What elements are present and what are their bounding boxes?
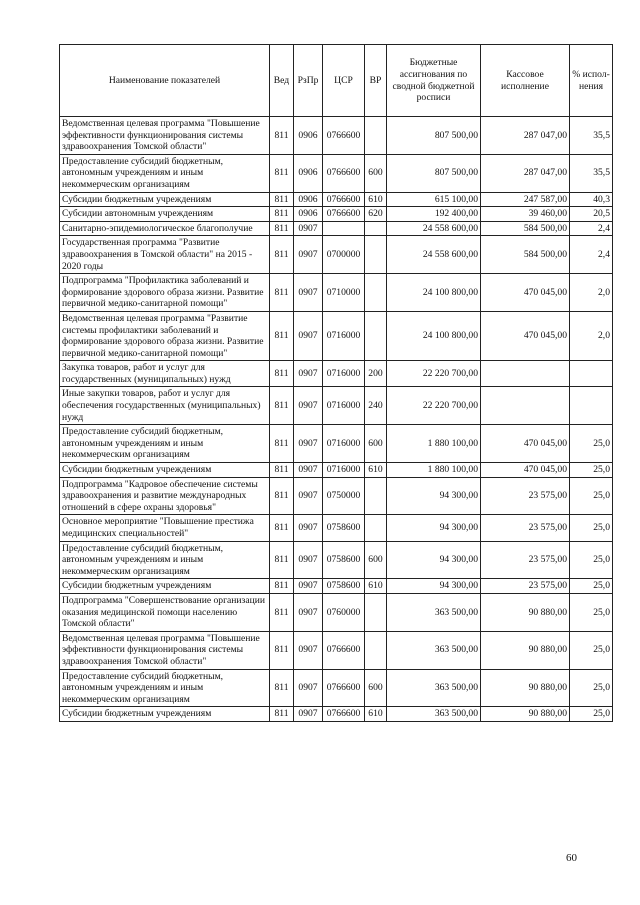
table-header-row	[60, 45, 613, 117]
row-budget-allocations: 94 300,00	[387, 515, 481, 541]
row-cash-execution: 470 045,00	[481, 274, 570, 312]
row-expense-type: 600	[365, 541, 387, 579]
row-execution-percent	[570, 361, 613, 387]
row-cash-execution: 23 575,00	[481, 541, 570, 579]
row-name: Субсидии бюджетным учреждениям	[60, 707, 270, 722]
row-name: Закупка товаров, работ и услуг для государственных (муниципальных) нужд	[60, 361, 270, 387]
row-target-article: 0766600	[323, 669, 365, 707]
row-name: Иные закупки товаров, работ и услуг для обеспечения государственных (муниципальных) нужд	[60, 387, 270, 425]
row-section: 0907	[294, 387, 323, 425]
row-department: 811	[270, 593, 294, 631]
row-cash-execution: 23 575,00	[481, 515, 570, 541]
table-row	[60, 579, 613, 594]
row-execution-percent: 25,0	[570, 477, 613, 515]
row-name: Субсидии бюджетным учреждениям	[60, 579, 270, 594]
row-target-article: 0766600	[323, 154, 365, 192]
row-execution-percent: 40,3	[570, 192, 613, 207]
row-name: Ведомственная целевая программа "Повышение эффективности функционирования системы здравоохранения Томской области"	[60, 631, 270, 669]
row-department: 811	[270, 669, 294, 707]
header-target-article: ЦСР	[323, 45, 365, 117]
row-name: Предоставление субсидий бюджетным, автономным учреждениям и иным некоммерческим организациям	[60, 541, 270, 579]
row-target-article: 0758600	[323, 579, 365, 594]
row-cash-execution: 287 047,00	[481, 154, 570, 192]
table-row	[60, 274, 613, 312]
row-name: Субсидии автономным учреждениям	[60, 207, 270, 222]
row-department: 811	[270, 477, 294, 515]
row-section: 0907	[294, 236, 323, 274]
table-body	[60, 117, 613, 722]
row-budget-allocations: 22 220 700,00	[387, 387, 481, 425]
row-expense-type: 600	[365, 154, 387, 192]
row-department: 811	[270, 361, 294, 387]
row-target-article: 0710000	[323, 274, 365, 312]
row-cash-execution: 247 587,00	[481, 192, 570, 207]
row-section: 0907	[294, 593, 323, 631]
row-section: 0907	[294, 425, 323, 463]
table-row	[60, 425, 613, 463]
row-department: 811	[270, 207, 294, 222]
row-execution-percent	[570, 387, 613, 425]
row-execution-percent: 35,5	[570, 117, 613, 155]
row-budget-allocations: 363 500,00	[387, 631, 481, 669]
row-expense-type: 610	[365, 707, 387, 722]
row-cash-execution: 287 047,00	[481, 117, 570, 155]
row-cash-execution: 584 500,00	[481, 236, 570, 274]
header-indicator-name: Наименование показателей	[60, 45, 270, 117]
row-execution-percent: 35,5	[570, 154, 613, 192]
row-name: Субсидии бюджетным учреждениям	[60, 463, 270, 478]
row-target-article	[323, 221, 365, 236]
row-budget-allocations: 94 300,00	[387, 477, 481, 515]
row-department: 811	[270, 192, 294, 207]
row-section: 0907	[294, 669, 323, 707]
row-execution-percent: 25,0	[570, 579, 613, 594]
row-cash-execution: 470 045,00	[481, 425, 570, 463]
row-expense-type: 600	[365, 669, 387, 707]
row-section: 0907	[294, 311, 323, 360]
row-name: Государственная программа "Развитие здравоохранения в Томской области" на 2015 - 2020 годы	[60, 236, 270, 274]
row-budget-allocations: 22 220 700,00	[387, 361, 481, 387]
row-cash-execution: 23 575,00	[481, 579, 570, 594]
row-name: Подпрограмма "Кадровое обеспечение системы здравоохранения и развитие международных отношений в сфере охраны здоровья"	[60, 477, 270, 515]
table-row	[60, 515, 613, 541]
row-expense-type	[365, 236, 387, 274]
row-budget-allocations: 1 880 100,00	[387, 463, 481, 478]
header-cash-execution: Кассовое исполнение	[481, 45, 570, 117]
page-number: 60	[566, 852, 577, 864]
table-row	[60, 117, 613, 155]
row-target-article: 0716000	[323, 361, 365, 387]
row-department: 811	[270, 274, 294, 312]
row-name: Подпрограмма "Совершенствование организации оказания медицинской помощи населению Томской области"	[60, 593, 270, 631]
row-expense-type	[365, 311, 387, 360]
row-section: 0906	[294, 192, 323, 207]
row-cash-execution: 470 045,00	[481, 311, 570, 360]
row-section: 0907	[294, 463, 323, 478]
row-name: Основное мероприятие "Повышение престижа медицинских специальностей"	[60, 515, 270, 541]
row-name: Ведомственная целевая программа "Повышение эффективности функционирования системы здравоохранения Томской области"	[60, 117, 270, 155]
row-cash-execution: 39 460,00	[481, 207, 570, 222]
row-cash-execution: 90 880,00	[481, 593, 570, 631]
row-expense-type	[365, 117, 387, 155]
row-budget-allocations: 363 500,00	[387, 593, 481, 631]
row-expense-type	[365, 221, 387, 236]
row-target-article: 0716000	[323, 463, 365, 478]
row-budget-allocations: 807 500,00	[387, 117, 481, 155]
row-section: 0906	[294, 117, 323, 155]
row-execution-percent: 20,5	[570, 207, 613, 222]
header-budget-allocations: Бюджетные ассигнования по сводной бюджетной росписи	[387, 45, 481, 117]
row-name: Ведомственная целевая программа "Развитие системы профилактики заболеваний и формирование здорового образа жизни. Развитие первичной медико-санитарной помощи"	[60, 311, 270, 360]
row-expense-type	[365, 515, 387, 541]
table-row	[60, 541, 613, 579]
row-budget-allocations: 24 558 600,00	[387, 221, 481, 236]
row-target-article: 0766600	[323, 707, 365, 722]
row-department: 811	[270, 707, 294, 722]
row-department: 811	[270, 221, 294, 236]
row-execution-percent: 2,0	[570, 274, 613, 312]
row-budget-allocations: 192 400,00	[387, 207, 481, 222]
row-section: 0907	[294, 361, 323, 387]
row-budget-allocations: 94 300,00	[387, 579, 481, 594]
header-execution-percent: % испол-нения	[570, 45, 613, 117]
row-section: 0906	[294, 207, 323, 222]
row-execution-percent: 25,0	[570, 425, 613, 463]
row-section: 0906	[294, 154, 323, 192]
row-cash-execution: 470 045,00	[481, 463, 570, 478]
row-execution-percent: 25,0	[570, 541, 613, 579]
row-name: Субсидии бюджетным учреждениям	[60, 192, 270, 207]
row-cash-execution: 90 880,00	[481, 707, 570, 722]
row-name: Санитарно-эпидемиологическое благополучие	[60, 221, 270, 236]
row-cash-execution: 90 880,00	[481, 669, 570, 707]
header-department: Вед	[270, 45, 294, 117]
row-budget-allocations: 24 558 600,00	[387, 236, 481, 274]
row-target-article: 0766600	[323, 631, 365, 669]
budget-execution-table	[59, 44, 613, 722]
row-name: Предоставление субсидий бюджетным, автономным учреждениям и иным некоммерческим организациям	[60, 425, 270, 463]
row-cash-execution: 23 575,00	[481, 477, 570, 515]
row-expense-type: 610	[365, 192, 387, 207]
row-target-article: 0716000	[323, 387, 365, 425]
table-row	[60, 707, 613, 722]
row-department: 811	[270, 463, 294, 478]
header-expense-type: ВР	[365, 45, 387, 117]
row-expense-type: 600	[365, 425, 387, 463]
row-target-article: 0716000	[323, 425, 365, 463]
row-target-article: 0700000	[323, 236, 365, 274]
table-row	[60, 236, 613, 274]
row-expense-type: 200	[365, 361, 387, 387]
row-budget-allocations: 24 100 800,00	[387, 274, 481, 312]
table-row	[60, 463, 613, 478]
row-department: 811	[270, 154, 294, 192]
row-department: 811	[270, 236, 294, 274]
row-cash-execution: 584 500,00	[481, 221, 570, 236]
row-department: 811	[270, 425, 294, 463]
table-row	[60, 221, 613, 236]
table-row	[60, 154, 613, 192]
row-expense-type	[365, 593, 387, 631]
header-section: РзПр	[294, 45, 323, 117]
row-execution-percent: 25,0	[570, 593, 613, 631]
row-department: 811	[270, 387, 294, 425]
row-section: 0907	[294, 579, 323, 594]
row-department: 811	[270, 541, 294, 579]
row-cash-execution: 90 880,00	[481, 631, 570, 669]
row-department: 811	[270, 311, 294, 360]
row-execution-percent: 25,0	[570, 631, 613, 669]
row-execution-percent: 2,4	[570, 236, 613, 274]
row-execution-percent: 25,0	[570, 515, 613, 541]
table-row	[60, 631, 613, 669]
row-expense-type: 610	[365, 579, 387, 594]
table-row	[60, 207, 613, 222]
row-budget-allocations: 94 300,00	[387, 541, 481, 579]
row-expense-type: 610	[365, 463, 387, 478]
row-department: 811	[270, 631, 294, 669]
row-section: 0907	[294, 631, 323, 669]
row-execution-percent: 25,0	[570, 707, 613, 722]
row-section: 0907	[294, 515, 323, 541]
row-budget-allocations: 1 880 100,00	[387, 425, 481, 463]
row-execution-percent: 2,4	[570, 221, 613, 236]
row-target-article: 0760000	[323, 593, 365, 631]
row-target-article: 0758600	[323, 541, 365, 579]
row-target-article: 0766600	[323, 192, 365, 207]
table-row	[60, 311, 613, 360]
row-budget-allocations: 807 500,00	[387, 154, 481, 192]
table-row	[60, 669, 613, 707]
row-target-article: 0758600	[323, 515, 365, 541]
row-execution-percent: 25,0	[570, 669, 613, 707]
row-department: 811	[270, 117, 294, 155]
row-name: Подпрограмма "Профилактика заболеваний и формирование здорового образа жизни. Развитие первичной медико-санитарной помощи"	[60, 274, 270, 312]
row-expense-type: 240	[365, 387, 387, 425]
row-target-article: 0766600	[323, 207, 365, 222]
row-budget-allocations: 363 500,00	[387, 669, 481, 707]
table-row	[60, 387, 613, 425]
row-name: Предоставление субсидий бюджетным, автономным учреждениям и иным некоммерческим организациям	[60, 154, 270, 192]
row-section: 0907	[294, 477, 323, 515]
row-cash-execution	[481, 361, 570, 387]
row-target-article: 0750000	[323, 477, 365, 515]
row-execution-percent: 25,0	[570, 463, 613, 478]
row-cash-execution	[481, 387, 570, 425]
row-section: 0907	[294, 274, 323, 312]
row-budget-allocations: 615 100,00	[387, 192, 481, 207]
row-target-article: 0716000	[323, 311, 365, 360]
row-expense-type	[365, 274, 387, 312]
row-section: 0907	[294, 541, 323, 579]
table-row	[60, 192, 613, 207]
row-target-article: 0766600	[323, 117, 365, 155]
row-section: 0907	[294, 707, 323, 722]
table-row	[60, 361, 613, 387]
row-execution-percent: 2,0	[570, 311, 613, 360]
row-budget-allocations: 24 100 800,00	[387, 311, 481, 360]
row-name: Предоставление субсидий бюджетным, автономным учреждениям и иным некоммерческим организациям	[60, 669, 270, 707]
row-department: 811	[270, 515, 294, 541]
table-row	[60, 477, 613, 515]
row-expense-type	[365, 631, 387, 669]
row-budget-allocations: 363 500,00	[387, 707, 481, 722]
row-department: 811	[270, 579, 294, 594]
row-section: 0907	[294, 221, 323, 236]
row-expense-type: 620	[365, 207, 387, 222]
table-row	[60, 593, 613, 631]
row-expense-type	[365, 477, 387, 515]
